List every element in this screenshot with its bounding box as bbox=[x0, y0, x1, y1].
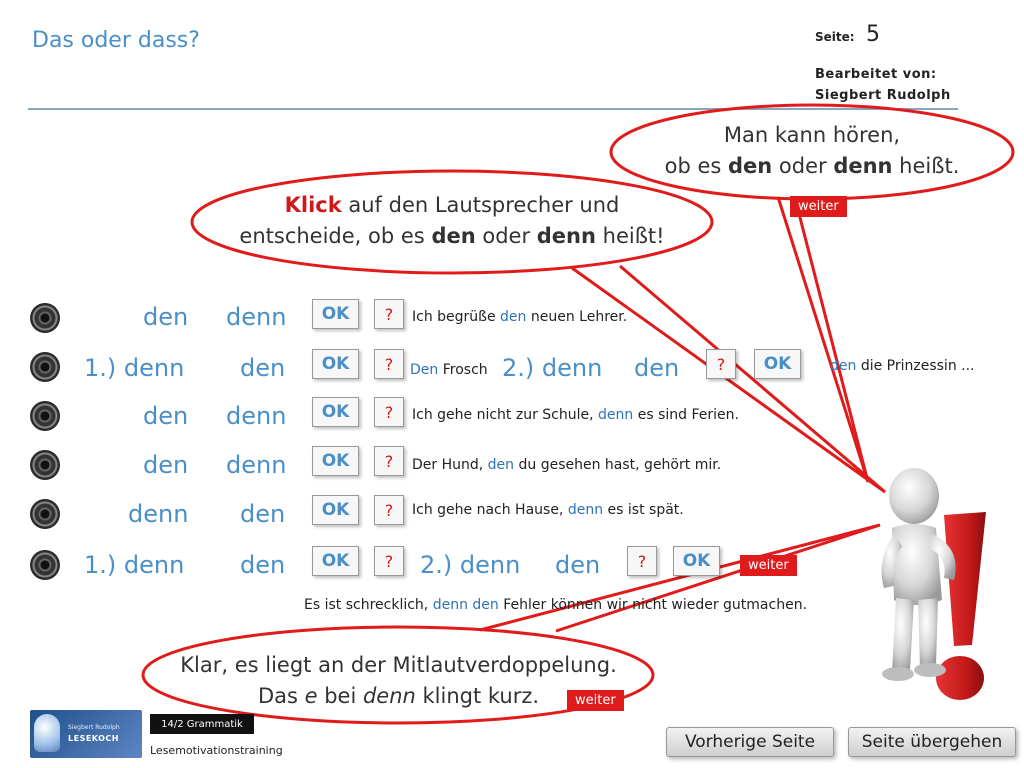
bubble-bottom-line1: Klar, es liegt an der Mitlautverdoppelung. bbox=[180, 653, 617, 677]
edited-by-label: Bearbeitet von: bbox=[815, 67, 937, 82]
question-button[interactable]: ? bbox=[374, 546, 404, 576]
choice-1-denn[interactable]: 1.) denn bbox=[84, 354, 185, 382]
speaker-icon[interactable] bbox=[30, 401, 60, 431]
question-button[interactable]: ? bbox=[374, 349, 404, 379]
choice-den[interactable]: den bbox=[143, 303, 189, 331]
choice-denn[interactable]: denn bbox=[226, 451, 287, 479]
sentence-1: Ich begrüße den neuen Lehrer. bbox=[412, 309, 628, 325]
leseкoch-logo bbox=[30, 710, 142, 758]
choice-den[interactable]: den bbox=[143, 451, 189, 479]
thinking-figure-with-exclamation bbox=[870, 460, 1000, 710]
ok-button[interactable]: OK bbox=[312, 495, 359, 525]
ok-button[interactable]: OK bbox=[673, 546, 720, 576]
speaker-icon[interactable] bbox=[30, 499, 60, 529]
ok-button[interactable]: OK bbox=[312, 397, 359, 427]
question-button[interactable]: ? bbox=[374, 397, 404, 427]
choice-denn[interactable]: denn bbox=[128, 500, 189, 528]
page-title: Das oder dass? bbox=[32, 28, 200, 53]
sentence-6: Es ist schrecklich, denn den Fehler können wir nicht wieder gutmachen. bbox=[304, 597, 808, 613]
ok-button[interactable]: OK bbox=[754, 349, 801, 379]
sentence-5: Ich gehe nach Hause, denn es ist spät. bbox=[412, 502, 684, 518]
question-button[interactable]: ? bbox=[374, 299, 404, 329]
choice-den[interactable]: den bbox=[240, 500, 286, 528]
editor-name: Siegbert Rudolph bbox=[815, 88, 951, 103]
footer-subtitle: Lesemotivationstraining bbox=[150, 744, 283, 757]
section-tag: 14/2 Grammatik bbox=[150, 714, 254, 734]
bubble-top-right-line2: ob es den oder denn heißt. bbox=[664, 154, 960, 178]
question-button[interactable]: ? bbox=[627, 546, 657, 576]
choice-1-den[interactable]: den bbox=[240, 354, 286, 382]
ok-button[interactable]: OK bbox=[312, 349, 359, 379]
logo-author: Siegbert Rudolph bbox=[68, 724, 120, 731]
choice-2-den[interactable]: den bbox=[555, 551, 601, 579]
speaker-icon[interactable] bbox=[30, 450, 60, 480]
bubble-bottom-line2: Das e bei denn klingt kurz. bbox=[257, 684, 540, 708]
bubble-bottom-pointer bbox=[480, 525, 880, 631]
speaker-icon[interactable] bbox=[30, 352, 60, 382]
choice-1-den[interactable]: den bbox=[240, 551, 286, 579]
ok-button[interactable]: OK bbox=[312, 299, 359, 329]
lightbulb-icon bbox=[34, 714, 60, 752]
bubble-center-line1: Klick auf den Lautsprecher und bbox=[284, 193, 620, 217]
logo-brand: LESEKOCH bbox=[68, 734, 119, 743]
choice-2-denn[interactable]: 2.) denn bbox=[502, 354, 603, 382]
sentence-2-start: Den Frosch bbox=[410, 362, 488, 378]
choice-2-den[interactable]: den bbox=[634, 354, 680, 382]
weiter-button-top[interactable]: weiter bbox=[790, 196, 847, 217]
speaker-icon[interactable] bbox=[30, 550, 60, 580]
previous-page-button[interactable]: Vorherige Seite bbox=[666, 727, 834, 757]
bubble-center-line2: entscheide, ob es den oder denn heißt! bbox=[239, 224, 665, 248]
question-button[interactable]: ? bbox=[374, 446, 404, 476]
weiter-button-middle[interactable]: weiter bbox=[740, 555, 797, 576]
page-label: Seite: bbox=[815, 30, 855, 44]
bubble-top-right bbox=[612, 120, 1012, 182]
sentence-3: Ich gehe nicht zur Schule, denn es sind Ferien. bbox=[412, 407, 739, 423]
question-button[interactable]: ? bbox=[706, 349, 736, 379]
question-button[interactable]: ? bbox=[374, 495, 404, 525]
choice-den[interactable]: den bbox=[143, 402, 189, 430]
sentence-2-end: den die Prinzessin ... bbox=[830, 358, 975, 374]
weiter-button-bottom[interactable]: weiter bbox=[567, 690, 624, 711]
choice-denn[interactable]: denn bbox=[226, 303, 287, 331]
bubble-top-right-line1: Man kann hören, bbox=[723, 123, 901, 147]
ok-button[interactable]: OK bbox=[312, 546, 359, 576]
ok-button[interactable]: OK bbox=[312, 446, 359, 476]
page-number: 5 bbox=[866, 22, 880, 47]
speaker-icon[interactable] bbox=[30, 303, 60, 333]
choice-1-denn[interactable]: 1.) denn bbox=[84, 551, 185, 579]
sentence-4: Der Hund, den du gesehen hast, gehört mir. bbox=[412, 457, 722, 473]
bubble-center bbox=[192, 190, 712, 252]
choice-denn[interactable]: denn bbox=[226, 402, 287, 430]
skip-page-button[interactable]: Seite übergehen bbox=[848, 727, 1016, 757]
choice-2-denn[interactable]: 2.) denn bbox=[420, 551, 521, 579]
